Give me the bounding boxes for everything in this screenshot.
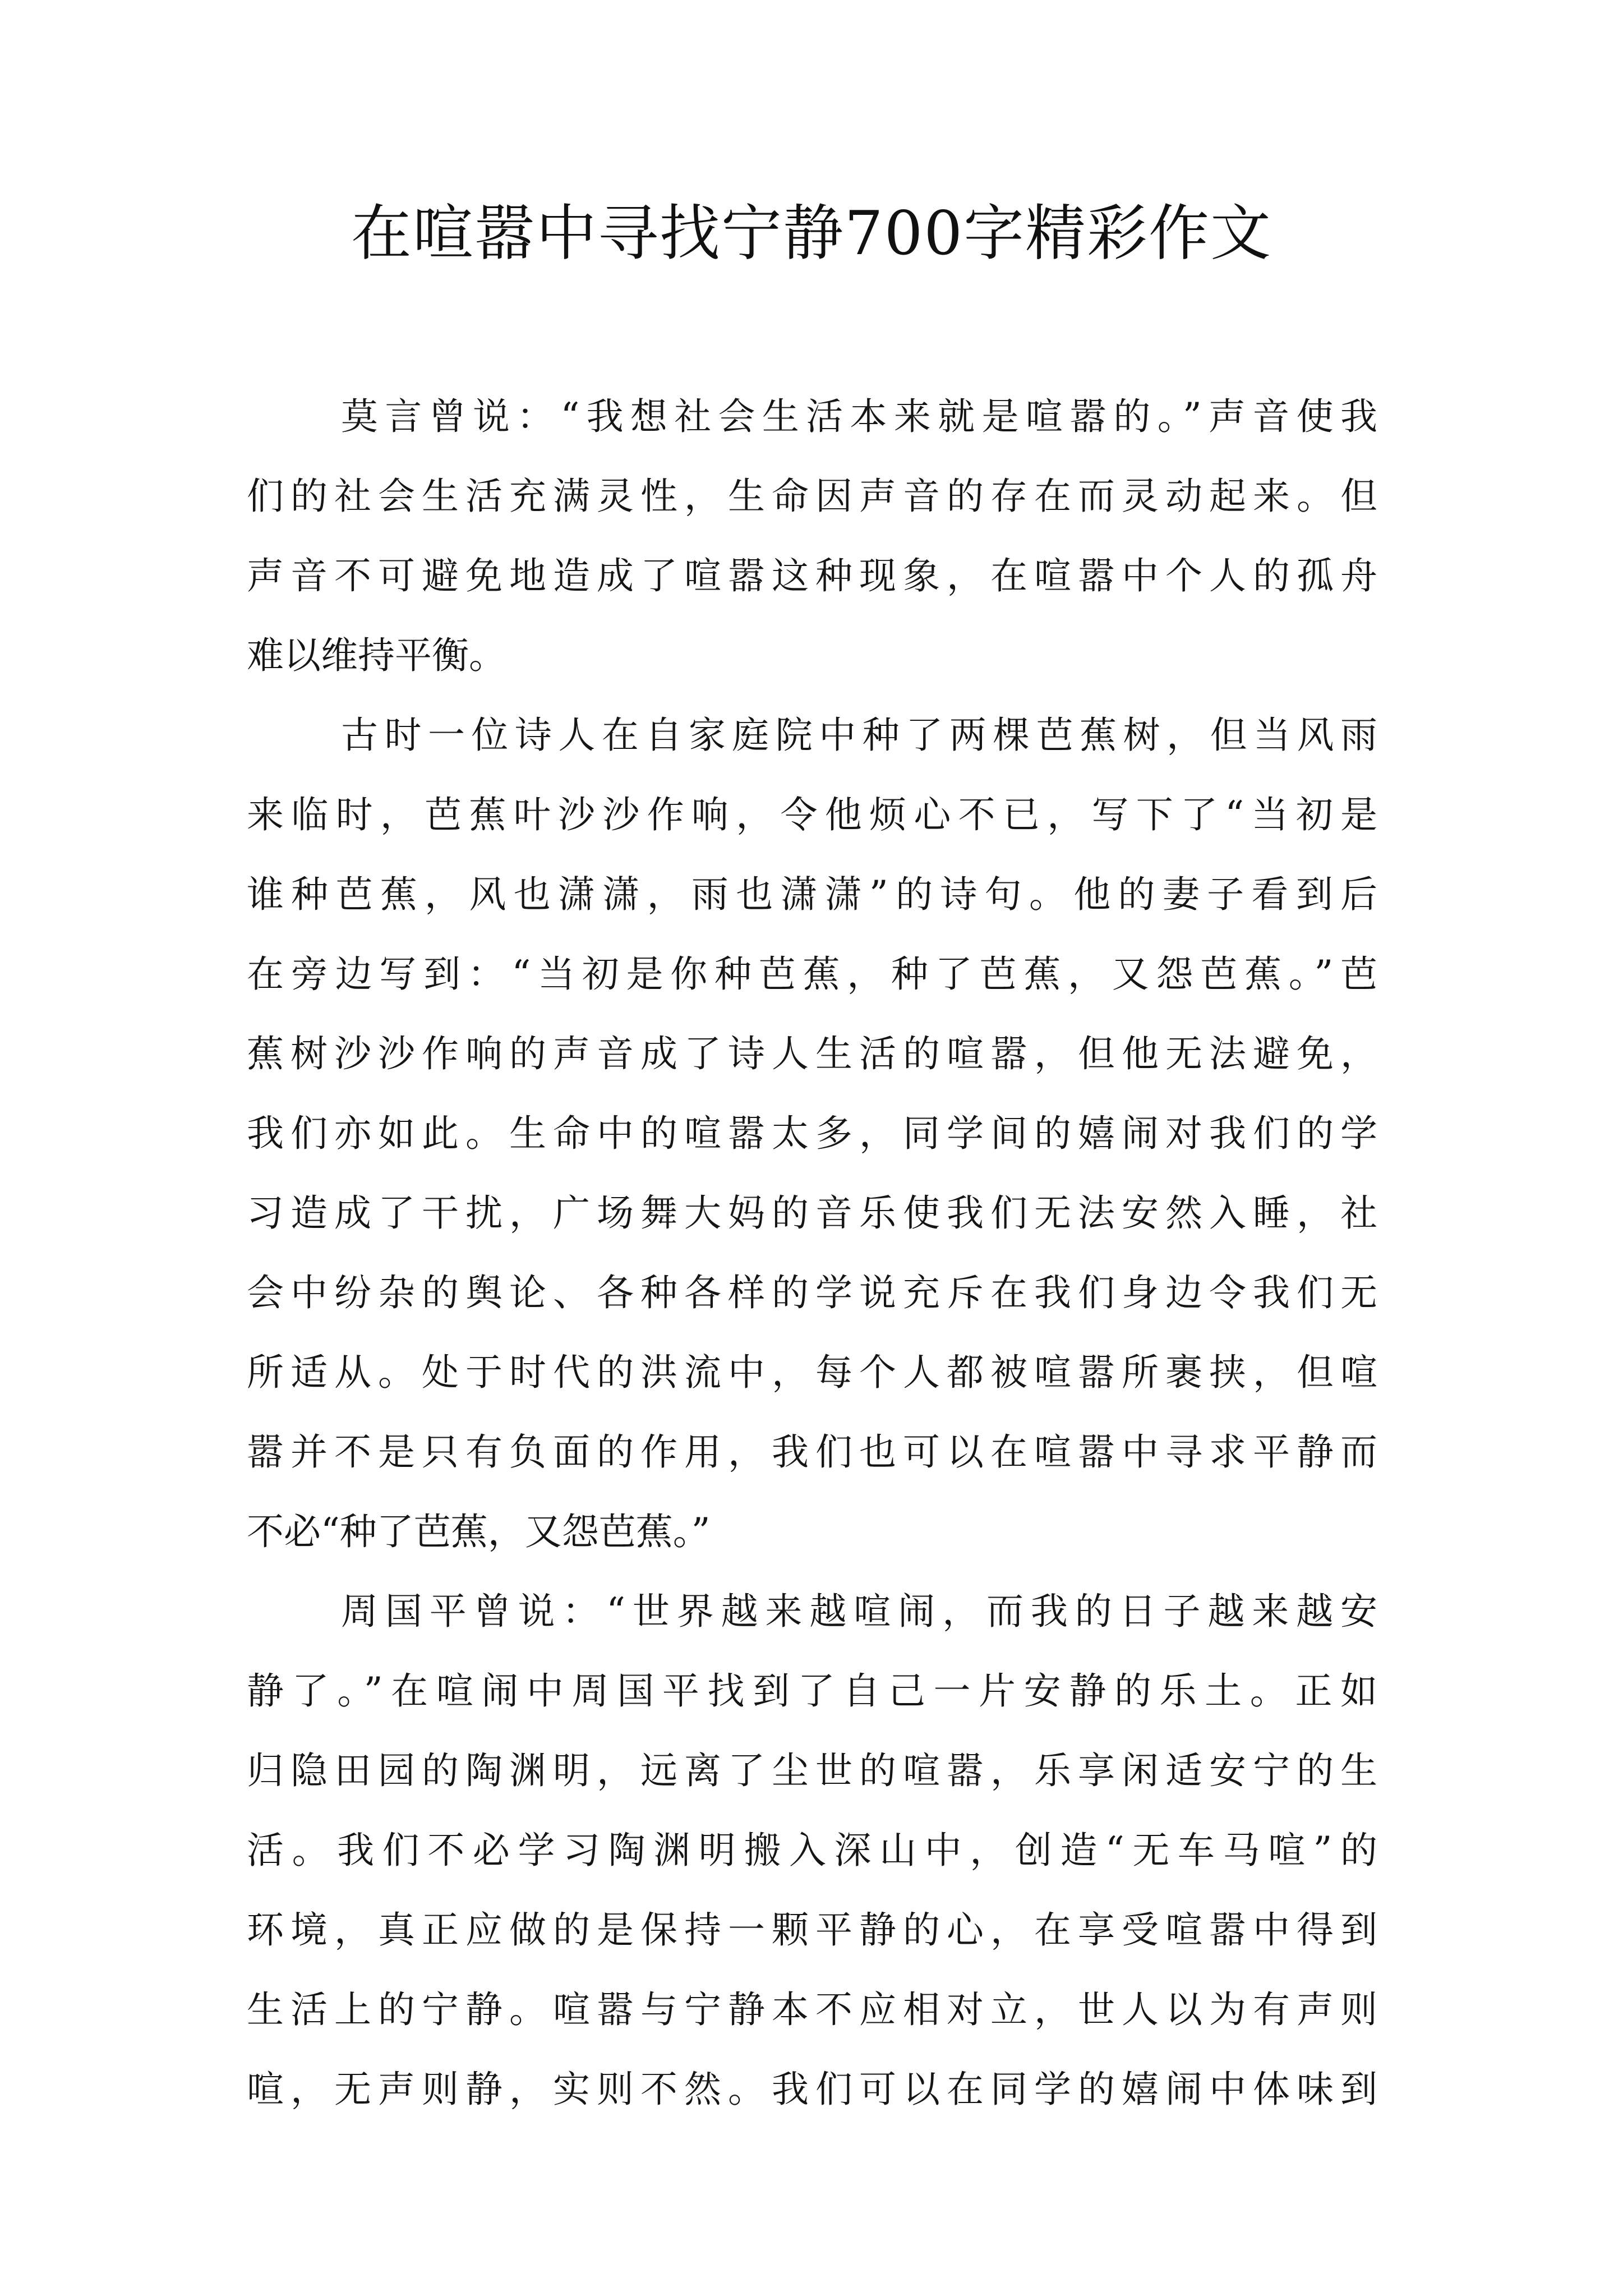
paragraph-3-line-5: 环境，真正应做的是保持一颗平静的心，在享受喧嚣中得到 [247, 1908, 1377, 1952]
paragraph-1-line-4: 难以维持平衡。 [247, 634, 506, 677]
paragraph-2-line-3: 谁种芭蕉，风也潇潇，雨也潇潇”的诗句。他的妻子看到后 [247, 873, 1377, 916]
paragraph-2-line-1: 古时一位诗人在自家庭院中种了两棵芭蕉树，但当风雨 [341, 714, 1377, 757]
paragraph-2-line-9: 所适从。处于时代的洪流中，每个人都被喧嚣所裹挟，但喧 [247, 1351, 1377, 1394]
paragraph-2-line-7: 习造成了干扰，广场舞大妈的音乐使我们无法安然入睡，社 [247, 1191, 1377, 1235]
paragraph-2-line-6: 我们亦如此。生命中的喧嚣太多，同学间的嬉闹对我们的学 [247, 1112, 1377, 1155]
paragraph-2-line-11: 不必“种了芭蕉，又怨芭蕉。” [247, 1510, 711, 1553]
document-body [247, 377, 1377, 2129]
paragraph-3-line-3: 归隐田园的陶渊明，远离了尘世的喧嚣，乐享闲适安宁的生 [247, 1749, 1377, 1792]
paragraph-1-line-3: 声音不可避免地造成了喧嚣这种现象，在喧嚣中个人的孤舟 [247, 554, 1377, 597]
paragraph-3-line-4: 活。我们不必学习陶渊明搬入深山中，创造“无车马喧”的 [247, 1829, 1377, 1872]
paragraph-2-line-5: 蕉树沙沙作响的声音成了诗人生活的喧嚣，但他无法避免， [247, 1032, 1377, 1075]
paragraph-3-line-7: 喧，无声则静，实则不然。我们可以在同学的嬉闹中体味到 [247, 2068, 1377, 2111]
paragraph-3-line-1: 周国平曾说：“世界越来越喧闹，而我的日子越来越安 [341, 1590, 1377, 1633]
paragraph-3-line-2: 静了。”在喧闹中周国平找到了自己一片安静的乐土。正如 [247, 1669, 1377, 1713]
paragraph-2-line-10: 嚣并不是只有负面的作用，我们也可以在喧嚣中寻求平静而 [247, 1430, 1377, 1474]
paragraph-1-line-2: 们的社会生活充满灵性，生命因声音的存在而灵动起来。但 [247, 475, 1377, 518]
paragraph-2-line-2: 来临时，芭蕉叶沙沙作响，令他烦心不已，写下了“当初是 [247, 793, 1377, 836]
paragraph-2-line-8: 会中纷杂的舆论、各种各样的学说充斥在我们身边令我们无 [247, 1271, 1377, 1314]
paragraph-2-line-4: 在旁边写到：“当初是你种芭蕉，种了芭蕉，又怨芭蕉。”芭 [247, 953, 1377, 996]
paragraph-1-line-1: 莫言曾说：“我想社会生活本来就是喧嚣的。”声音使我 [341, 395, 1377, 438]
document-title: 在喧嚣中寻找宁静700字精彩作文 [351, 199, 1272, 269]
paragraph-3-line-6: 生活上的宁静。喧嚣与宁静本不应相对立，世人以为有声则 [247, 1988, 1377, 2031]
